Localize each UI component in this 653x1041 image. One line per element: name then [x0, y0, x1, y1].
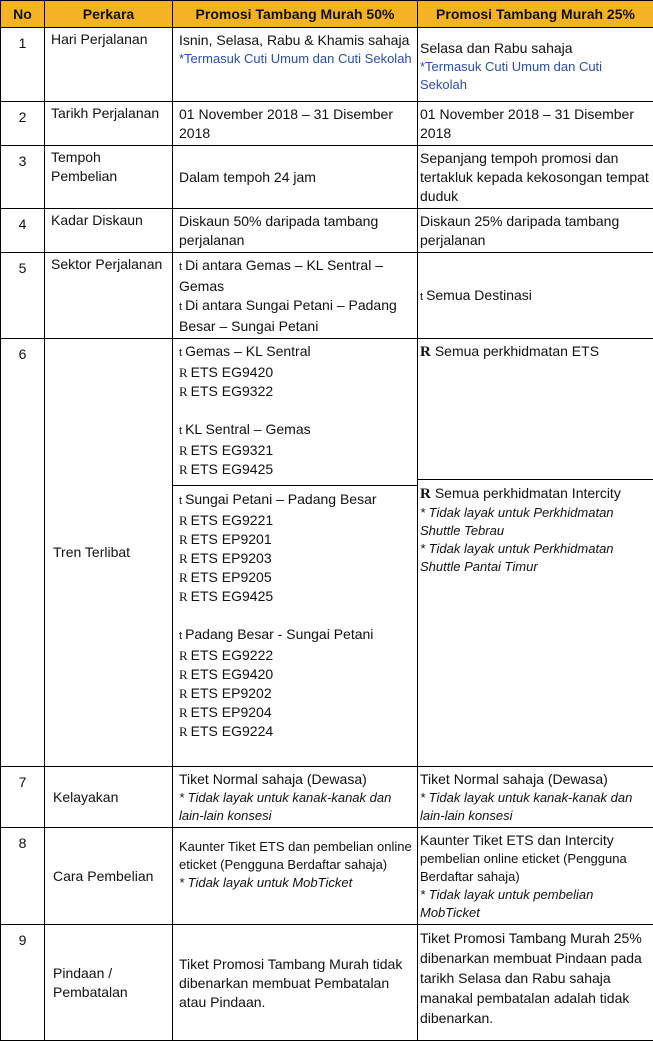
route-title: t KL Sentral – Gemas: [179, 420, 413, 441]
bullet-icon: t: [179, 630, 182, 642]
train-item: R ETS EP9201: [179, 530, 413, 549]
table-row: [1, 828, 653, 925]
route-title: t Padang Besar - Sungai Petani: [179, 625, 413, 646]
cell-50: Tiket Promosi Tambang Murah tidak dibenarkan membuat Pembatalan atau Pindaan.: [173, 925, 418, 1041]
route-group: [179, 342, 413, 479]
table-row: [1, 925, 653, 1041]
cell-50: 01 November 2018 – 31 Disember 2018: [173, 102, 418, 146]
cell-50: [173, 28, 418, 102]
train-item: R ETS EG9321: [179, 441, 413, 460]
service-group: R Semua perkhidmatan ETS: [420, 342, 651, 473]
table-row: [1, 339, 653, 767]
bullet-icon: R: [179, 686, 188, 701]
bullet-icon: R: [179, 365, 188, 380]
sector-text: Di antara Sungai Petani – Padang Besar – Sungai Petani: [179, 297, 397, 334]
header-perkara: Perkara: [45, 1, 173, 28]
train-item: R ETS EP9202: [179, 684, 413, 703]
service-group: R Semua perkhidmatan Intercity * Tidak layak untuk Perkhidmatan Shuttle Tebrau * Tidak layak untuk Perkhidmatan Shuttle Pantai Timur: [418, 479, 653, 576]
bullet-icon: R: [420, 344, 431, 360]
sector-text: Di antara Gemas – KL Sentral – Gemas: [179, 257, 383, 294]
row-number: 7: [1, 767, 45, 828]
train-item: R ETS EG9222: [179, 646, 413, 665]
cell-50: [173, 339, 418, 767]
header-row: [1, 1, 653, 28]
cell-note: *Termasuk Cuti Umum dan Cuti Sekolah: [179, 50, 413, 68]
row-number: 1: [1, 28, 45, 102]
bullet-icon: R: [179, 384, 188, 399]
row-number: 4: [1, 209, 45, 253]
cell-25: Sepanjang tempoh promosi dan tertakluk kepada kekosongan tempat duduk: [418, 146, 653, 209]
route-title: t Sungai Petani – Padang Besar: [179, 490, 413, 511]
row-label: Tarikh Perjalanan: [45, 102, 173, 146]
bullet-icon: t: [179, 261, 182, 273]
cell-note: * Tidak layak untuk MobTicket: [179, 874, 413, 892]
row-label: Cara Pembelian: [45, 828, 173, 925]
row-label: Tempoh Pembelian: [45, 146, 173, 209]
cell-text: Tiket Normal sahaja (Dewasa): [179, 770, 413, 789]
row-number: 2: [1, 102, 45, 146]
route-title: t Gemas – KL Sentral: [179, 342, 413, 363]
train-item: R ETS EG9420: [179, 665, 413, 684]
sector-text: Semua Destinasi: [426, 287, 532, 303]
cell-25: [418, 28, 653, 102]
bullet-icon: R: [179, 705, 188, 720]
bullet-icon: R: [179, 589, 188, 604]
cell-25: [418, 339, 653, 767]
bullet-icon: t: [179, 347, 182, 359]
row-label: Pindaan / Pembatalan: [45, 925, 173, 1041]
cell-25: 01 November 2018 – 31 Disember 2018: [418, 102, 653, 146]
cell-50: Diskaun 50% daripada tambang perjalanan: [173, 209, 418, 253]
header-no: No: [1, 1, 45, 28]
cell-note: * Tidak layak untuk Perkhidmatan Shuttle Pantai Timur: [420, 540, 651, 576]
cell-50: [173, 767, 418, 828]
train-item: R ETS EP9205: [179, 568, 413, 587]
table-row: [1, 253, 653, 339]
row-number: 5: [1, 253, 45, 339]
row-label: Kelayakan: [45, 767, 173, 828]
bullet-icon: R: [179, 551, 188, 566]
train-item: R ETS EP9203: [179, 549, 413, 568]
table-row: [1, 146, 653, 209]
row-label: Tren Terlibat: [45, 339, 173, 767]
cell-text: Tiket Normal sahaja (Dewasa): [420, 770, 651, 789]
bullet-icon: t: [420, 291, 423, 303]
bullet-icon: R: [179, 443, 188, 458]
train-item: R ETS EG9221: [179, 511, 413, 530]
table-row: [1, 102, 653, 146]
table-row: [1, 767, 653, 828]
row-number: 3: [1, 146, 45, 209]
bullet-icon: R: [179, 570, 188, 585]
cell-note: *Termasuk Cuti Umum dan Cuti Sekolah: [420, 58, 651, 94]
cell-25: [418, 828, 653, 925]
train-item: R ETS EG9322: [179, 382, 413, 401]
cell-note: * Tidak layak untuk pembelian MobTicket: [420, 886, 651, 922]
sector-item: [179, 256, 413, 296]
bullet-icon: R: [179, 462, 188, 477]
sector-item: [179, 296, 413, 336]
train-item: R ETS EG9425: [179, 587, 413, 606]
table-row: [1, 209, 653, 253]
bullet-icon: t: [179, 425, 182, 437]
header-col25: Promosi Tambang Murah 25%: [418, 1, 653, 28]
cell-text: Selasa dan Rabu sahaja: [420, 39, 651, 58]
cell-text: Isnin, Selasa, Rabu & Khamis sahaja: [179, 31, 413, 50]
train-item: R ETS EG9224: [179, 722, 413, 741]
cell-25: Diskaun 25% daripada tambang perjalanan: [418, 209, 653, 253]
bullet-icon: R: [420, 486, 431, 502]
bullet-icon: R: [179, 513, 188, 528]
row-number: 9: [1, 925, 45, 1041]
cell-50: [173, 828, 418, 925]
route-group: [173, 485, 417, 741]
cell-50: [173, 253, 418, 339]
cell-text: Kaunter Tiket ETS dan pembelian online eticket (Pengguna Berdaftar sahaja): [179, 838, 413, 874]
cell-25: Tiket Promosi Tambang Murah 25% dibenarkan membuat Pindaan pada tarikh Selasa dan Rabu sahaja manakal pembatalan adalah tidak dibenarkan.: [418, 925, 653, 1041]
bullet-icon: R: [179, 532, 188, 547]
row-label: Sektor Perjalanan: [45, 253, 173, 339]
bullet-icon: R: [179, 667, 188, 682]
bullet-icon: t: [179, 301, 182, 313]
table-row: [1, 28, 653, 102]
cell-25: [418, 253, 653, 339]
train-item: R ETS EP9204: [179, 703, 413, 722]
cell-note: * Tidak layak untuk Perkhidmatan Shuttle Tebrau: [420, 504, 651, 540]
cell-25: [418, 767, 653, 828]
cell-note: * Tidak layak untuk kanak-kanak dan lain-lain konsesi: [179, 789, 413, 825]
bullet-icon: R: [179, 724, 188, 739]
train-item: R ETS EG9420: [179, 363, 413, 382]
bullet-icon: R: [179, 648, 188, 663]
cell-text: pembelian online eticket (Pengguna Berdaftar sahaja): [420, 850, 651, 886]
train-item: R ETS EG9425: [179, 460, 413, 479]
bullet-icon: t: [179, 495, 182, 507]
row-number: 6: [1, 339, 45, 767]
cell-50: Dalam tempoh 24 jam: [173, 146, 418, 209]
header-col50: Promosi Tambang Murah 50%: [173, 1, 418, 28]
row-label: Kadar Diskaun: [45, 209, 173, 253]
row-label: Hari Perjalanan: [45, 28, 173, 102]
row-number: 8: [1, 828, 45, 925]
cell-note: * Tidak layak untuk kanak-kanak dan lain-lain konsesi: [420, 789, 651, 825]
cell-text: Kaunter Tiket ETS dan Intercity: [420, 831, 651, 850]
